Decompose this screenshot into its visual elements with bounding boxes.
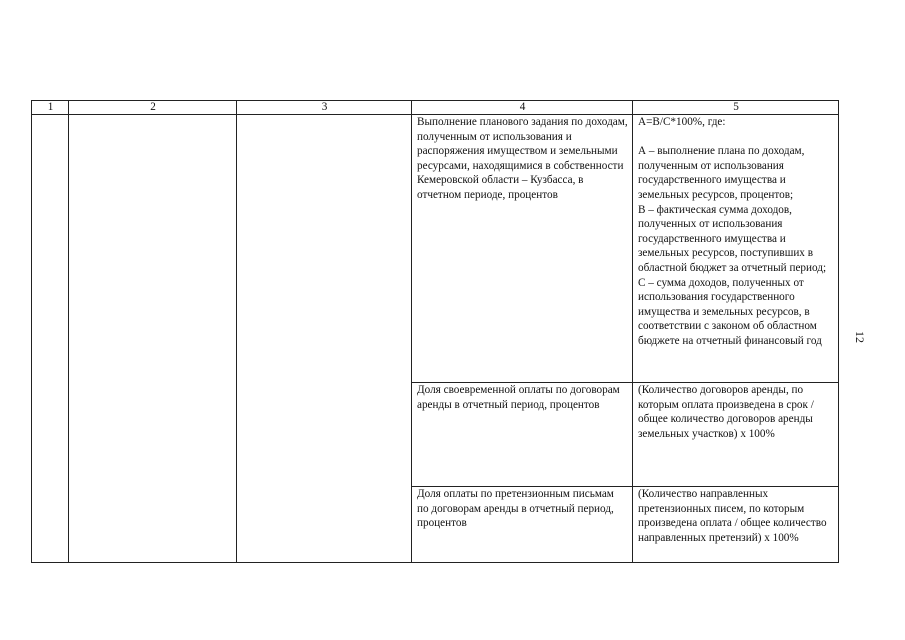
table-header-row [32, 101, 839, 115]
indicator-cell [412, 487, 633, 563]
indicator-cell [412, 383, 633, 487]
column-header-4: 4 [412, 101, 633, 115]
indicator-text: Доля оплаты по претензионным письмам по договорам аренды в отчетный период, процентов [417, 488, 617, 530]
indicator-table [31, 100, 839, 563]
formula-cell [633, 383, 839, 487]
column-header-2: 2 [69, 101, 237, 115]
column-2-cell [69, 115, 237, 563]
indicator-text: Выполнение планового задания по доходам, полученным от использования и распоряжения имуществом и земельными ресурсами, находящимися в собственности Кемеровской области – Кузбасса, в отчетном периоде, процентов [417, 116, 631, 201]
column-header-5: 5 [633, 101, 839, 115]
table-row [32, 115, 839, 383]
indicator-text: Доля своевременной оплаты по договорам аренды в отчетный период, процентов [417, 384, 623, 411]
formula-cell [633, 115, 839, 383]
column-1-cell [32, 115, 69, 563]
indicator-cell [412, 115, 633, 383]
column-3-cell [237, 115, 412, 563]
column-header-1: 1 [32, 101, 69, 115]
formula-text: (Количество договоров аренды, по которым оплата произведена в срок / общее количество договоров аренды земельных участков) х 100% [638, 384, 817, 440]
formula-text: А=В/С*100%, где: А – выполнение плана по доходам, полученным от использования государственного имущества и земельных ресурсов, процентов; В – фактическая сумма доходов, полученных от использования государственного имущества и земельных ресурсов, поступивших в областной бюджет за отчетный период; С – сумма доходов, полученных от использования государственного имущества и земельных ресурсов, в соответствии с законом об областном бюджете на отчетный финансовый год [638, 116, 827, 347]
formula-cell [633, 487, 839, 563]
column-header-3: 3 [237, 101, 412, 115]
formula-text: (Количество направленных претензионных писем, по которым произведена оплата / общее количество направленных претензий) х 100% [638, 488, 830, 544]
page-number: 12 [853, 331, 867, 343]
